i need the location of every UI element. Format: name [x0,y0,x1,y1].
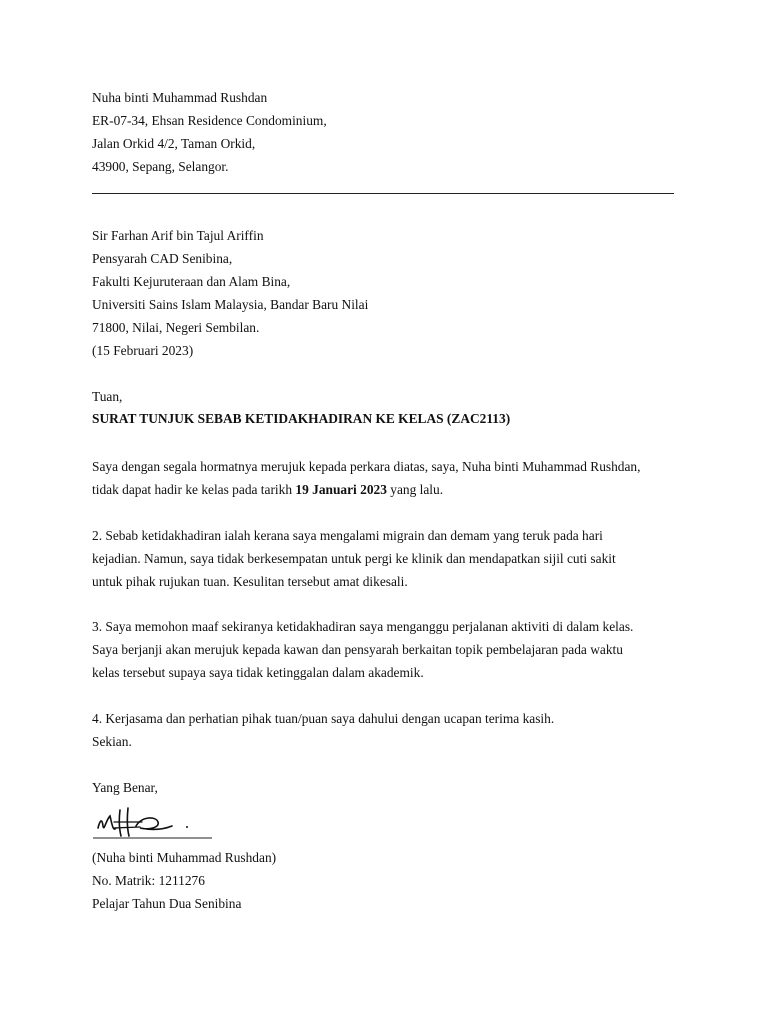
signoff-name: (Nuha binti Muhammad Rushdan) [92,850,277,865]
matric-number: No. Matrik: 1211276 [92,873,205,888]
para4-line2: Sekian. [92,734,132,749]
para3-line3: kelas tersebut supaya saya tidak ketinggalan dalam akademik. [92,665,424,680]
para3-line2: Saya berjanji akan merujuk kepada kawan dan pensyarah berkaitan topik pembelajaran pada waktu [92,642,623,657]
para2-line3: untuk pihak rujukan tuan. Kesulitan tersebut amat dikesali. [92,574,408,589]
student-position: Pelajar Tahun Dua Senibina [92,896,242,911]
para1-line2 [92,482,443,498]
header-divider [92,193,674,194]
para2-line2: kejadian. Namun, saya tidak berkesempatan untuk pergi ke klinik dan mendapatkan sijil cuti sakit [92,551,616,566]
sender-address-line-3: 43900, Sepang, Selangor. [92,159,229,174]
sender-address-line-2: Jalan Orkid 4/2, Taman Orkid, [92,136,256,151]
sender-address-line-1: ER-07-34, Ehsan Residence Condominium, [92,113,327,128]
absence-date: 19 Januari 2023 [295,482,387,497]
closing: Yang Benar, [92,780,158,795]
para1-line2-post: yang lalu. [386,482,444,497]
para3-line1: 3. Saya memohon maaf sekiranya ketidakhadiran saya menganggu perjalanan aktiviti di dalam kelas. [92,619,634,634]
recipient-university: Universiti Sains Islam Malaysia, Bandar Baru Nilai [92,297,369,312]
sender-name: Nuha binti Muhammad Rushdan [92,90,268,105]
subject-heading: SURAT TUNJUK SEBAB KETIDAKHADIRAN KE KELAS (ZAC2113) [92,411,511,426]
para4-line1: 4. Kerjasama dan perhatian pihak tuan/puan saya dahului dengan ucapan terima kasih. [92,711,555,726]
recipient-title: Pensyarah CAD Senibina, [92,251,233,266]
recipient-postcode: 71800, Nilai, Negeri Sembilan. [92,320,260,335]
para1-line1: Saya dengan segala hormatnya merujuk kepada perkara diatas, saya, Nuha binti Muhammad Rushdan, [92,459,641,474]
salutation: Tuan, [92,389,123,404]
letter-date: (15 Februari 2023) [92,343,194,358]
para2-line1: 2. Sebab ketidakhadiran ialah kerana saya mengalami migrain dan demam yang teruk pada hari [92,528,603,543]
handwritten-signature-icon [90,806,220,844]
para1-line2-pre: tidak dapat hadir ke kelas pada tarikh [92,482,296,497]
recipient-name: Sir Farhan Arif bin Tajul Ariffin [92,228,264,243]
recipient-faculty: Fakulti Kejuruteraan dan Alam Bina, [92,274,291,289]
